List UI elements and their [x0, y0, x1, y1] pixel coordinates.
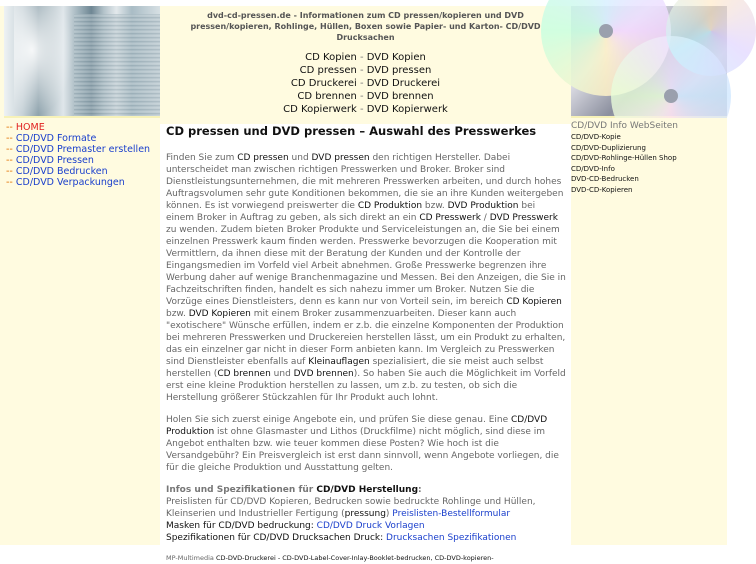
- header-link[interactable]: DVD Druckerei: [366, 78, 441, 89]
- header-link-row: [160, 90, 571, 103]
- keyword: DVD pressen: [311, 153, 370, 163]
- right-nav-link[interactable]: DVD-CD-Bedrucken: [571, 175, 639, 183]
- left-nav-item: [6, 144, 160, 155]
- paragraph-angebote: [166, 414, 566, 474]
- header-link-separator: -: [356, 52, 367, 63]
- paragraph-text: /: [480, 213, 490, 223]
- keyword: DVD Presswerk: [489, 213, 558, 223]
- keyword: CD pressen: [237, 153, 289, 163]
- left-nav-dash: --: [6, 166, 16, 177]
- keyword: CD Presswerk: [419, 213, 481, 223]
- left-nav-item: [6, 155, 160, 166]
- paragraph-text: bzw.: [422, 201, 448, 211]
- header-center: [160, 6, 571, 118]
- drucksachen-spezifikationen-link[interactable]: Drucksachen Spezifikationen: [386, 533, 517, 543]
- keyword: DVD Kopieren: [188, 309, 251, 319]
- keyword: CD Kopieren: [506, 297, 562, 307]
- left-nav-dash: --: [6, 122, 16, 133]
- right-sidebar: [571, 118, 727, 545]
- paragraph-text: Holen Sie sich zuerst einige Angebote ein, und prüfen Sie diese genau. Eine: [166, 415, 512, 425]
- left-nav-item: [6, 122, 160, 133]
- right-nav-title: CD/DVD Info WebSeiten: [571, 121, 679, 131]
- header-link[interactable]: CD pressen: [299, 65, 357, 76]
- keyword: DVD Produktion: [447, 201, 519, 211]
- left-nav-link[interactable]: HOME: [15, 122, 45, 133]
- spec-line-preislisten: Preislisten für CD/DVD Kopieren, Bedrucken sowie bedruckte Rohlinge und Hüllen, Kleinserien und Industrieller Fertigung (pressung) Preislisten-Bestellformular: [166, 497, 536, 519]
- header-link-row: [160, 77, 571, 90]
- left-nav-dash: --: [6, 177, 16, 188]
- site-description-text: - Informationen zum CD pressen/kopieren und DVD pressen/kopieren, Rohlinge, Hüllen, Boxen sowie Papier- und Karton- CD/DVD Drucksachen: [190, 11, 541, 42]
- keyword: DVD brennen: [293, 369, 354, 379]
- keyword: CD Produktion: [357, 201, 423, 211]
- site-description: [166, 10, 565, 43]
- header-link-row: [160, 103, 571, 116]
- header-link-row: [160, 51, 571, 64]
- header-link[interactable]: CD brennen: [297, 91, 357, 102]
- header-link[interactable]: CD Druckerei: [290, 78, 357, 89]
- preislisten-link[interactable]: Preislisten-Bestellformular: [392, 509, 511, 519]
- header-link[interactable]: DVD Kopien: [366, 52, 426, 63]
- header-link[interactable]: DVD brennen: [366, 91, 434, 102]
- left-nav-dash: --: [6, 133, 16, 144]
- left-nav-list: [6, 122, 160, 188]
- footer-links[interactable]: CD-DVD-Druckerei - CD-DVD-Label-Cover-Inlay-Booklet-bedrucken, CD-DVD-kopieren-: [215, 554, 494, 562]
- paragraph-text: und: [270, 369, 294, 379]
- paragraph-text: ist ohne Glasmaster und Lithos (Druckfilme) nicht möglich, sind diese im Angebot enthalten bzw. wie teuer kommen diese Posten? Wie hoch ist die Versandgebühr? Ein Preisvergleich ist erst dann sinnvoll, wenn Angebote vorliegen, die für die gleiche Produktion und Ausstattung gelten.: [166, 427, 559, 473]
- paragraph-text: zu wenden. Zudem bieten Broker Produkte und Serviceleistungen an, die Sie bei einem einzelnen Presswerk kaum finden werden. Presswerke bevorzugen die Kooperation mit Vermittlern, da ihnen diese mit der Beratung der Kunden und der Kontrolle der Eingangsmedien im Vorfeld viel Arbeit abnehmen. Große Presswerke begrenzen ihre Werbung daher auf wenige Branchenmagazine und Messen. Bei den Anzeigen, die Sie in Fachzeitschriften finden, handelt es sich nahezu immer um Broker. Nutzen Sie die Vorzüge eines Dienstleisters, denn es kann nur von Vorteil sein, im bereich: [166, 225, 566, 307]
- header-link-row: [160, 64, 571, 77]
- left-nav-dash: --: [6, 144, 16, 155]
- right-nav-link[interactable]: CD/DVD-Rohlinge-Hüllen Shop: [571, 154, 677, 162]
- paragraph-text: den richtigen Hersteller. Dabei unterscheidet man zwischen richtigen Presswerken und Broker. Broker sind Dienstleistungsunternehmen, die mit mehreren Presswerken arbeiten, und durch hohes Auftragsvolumen sehr gute Konditionen bekommen, die sie an ihre Kunden weitergeben können. Es ist vorwiegend preiswerter die: [166, 153, 564, 211]
- left-nav-link[interactable]: CD/DVD Bedrucken: [15, 166, 108, 177]
- paragraph-text: und: [288, 153, 312, 163]
- main-content: [166, 118, 566, 562]
- header-link-separator: -: [356, 91, 367, 102]
- header-link-list: [160, 51, 571, 116]
- paragraph-text: mit einem Broker zusammenzuarbeiten. Dieser kann auch "exotischere" Wünsche erfüllen, indem er z.b. die einzelne Komponenten der Produktion bei mehreren Presswerken und Druckereien herstellen lässt, um ein Produkt zu erhalten, das ein einzelner gar nicht in dieser Form anbieten kann. Im Vergleich zu Presswerken sind Dienstleister ebenfalls auf: [166, 309, 566, 367]
- page-title: CD pressen und DVD pressen – Auswahl des Presswerkes: [166, 124, 537, 138]
- left-nav-link[interactable]: CD/DVD Verpackungen: [15, 177, 125, 188]
- spec-line-masken: Masken für CD/DVD bedruckung: CD/DVD Druck Vorlagen: [166, 521, 425, 531]
- left-nav-link[interactable]: CD/DVD Pressen: [15, 155, 94, 166]
- right-nav-link[interactable]: CD/DVD-Duplizierung: [571, 143, 646, 152]
- left-nav-link[interactable]: CD/DVD Premaster erstellen: [15, 144, 151, 155]
- left-nav-item: [6, 166, 160, 177]
- left-nav-link[interactable]: CD/DVD Formate: [15, 133, 97, 144]
- left-nav-item: [6, 177, 160, 188]
- header-link[interactable]: CD Kopien: [305, 52, 357, 63]
- spec-line-drucksachen: Spezifikationen für CD/DVD Drucksachen Druck: Drucksachen Spezifikationen: [166, 533, 517, 543]
- right-nav-link[interactable]: CD/DVD-Info: [571, 164, 615, 173]
- footer-text: MP-Multimedia CD-DVD-Druckerei - CD-DVD-Label-Cover-Inlay-Booklet-bedrucken, CD-DVD-kopieren-: [166, 554, 494, 562]
- paragraph-text: ). So haben Sie auch die Möglichkeit im Vorfeld erst eine kleine Produktion herstellen zu lassen, um z.b. zu testen, ob sich die Herstellung größerer Stückzahlen für Ihr Produkt auch lohnt.: [166, 369, 566, 403]
- left-nav-item: [6, 133, 160, 144]
- paragraph-text: bei einem Broker in Auftrag zu geben, als sich direkt an ein: [166, 201, 536, 223]
- left-sidebar: [0, 118, 160, 545]
- header-link-separator: -: [356, 104, 367, 115]
- keyword: CD brennen: [217, 369, 271, 379]
- keyword: Kleinauflagen: [308, 357, 370, 367]
- right-nav-link[interactable]: DVD-CD-Kopieren: [571, 185, 633, 194]
- paragraph-presswerk: [166, 152, 566, 404]
- paragraph-text: spezialisiert, die sie meist auch selbst herstellen (: [166, 357, 544, 379]
- paragraph-text: Finden Sie zum: [166, 153, 238, 163]
- header-link-separator: -: [356, 65, 367, 76]
- right-nav-list: [571, 132, 727, 195]
- header-link-separator: -: [356, 78, 367, 89]
- specs-heading: Infos und Spezifikationen für CD/DVD Herstellung:: [166, 485, 422, 495]
- right-nav-link[interactable]: CD/DVD-Kopie: [571, 133, 621, 141]
- header-link[interactable]: DVD Kopierwerk: [366, 104, 448, 115]
- header-cd-stack-image: [4, 6, 160, 119]
- site-name: dvd-cd-pressen.de: [207, 11, 291, 20]
- paragraph-text: bzw.: [166, 309, 189, 319]
- druck-vorlagen-link[interactable]: CD/DVD Druck Vorlagen: [316, 521, 425, 531]
- header-link[interactable]: DVD pressen: [366, 65, 432, 76]
- left-nav-dash: --: [6, 155, 16, 166]
- header-discs-image: [571, 6, 727, 119]
- header-link[interactable]: CD Kopierwerk: [283, 104, 357, 115]
- keyword: CD/DVD Produktion: [166, 415, 548, 437]
- specs-section: [166, 484, 566, 544]
